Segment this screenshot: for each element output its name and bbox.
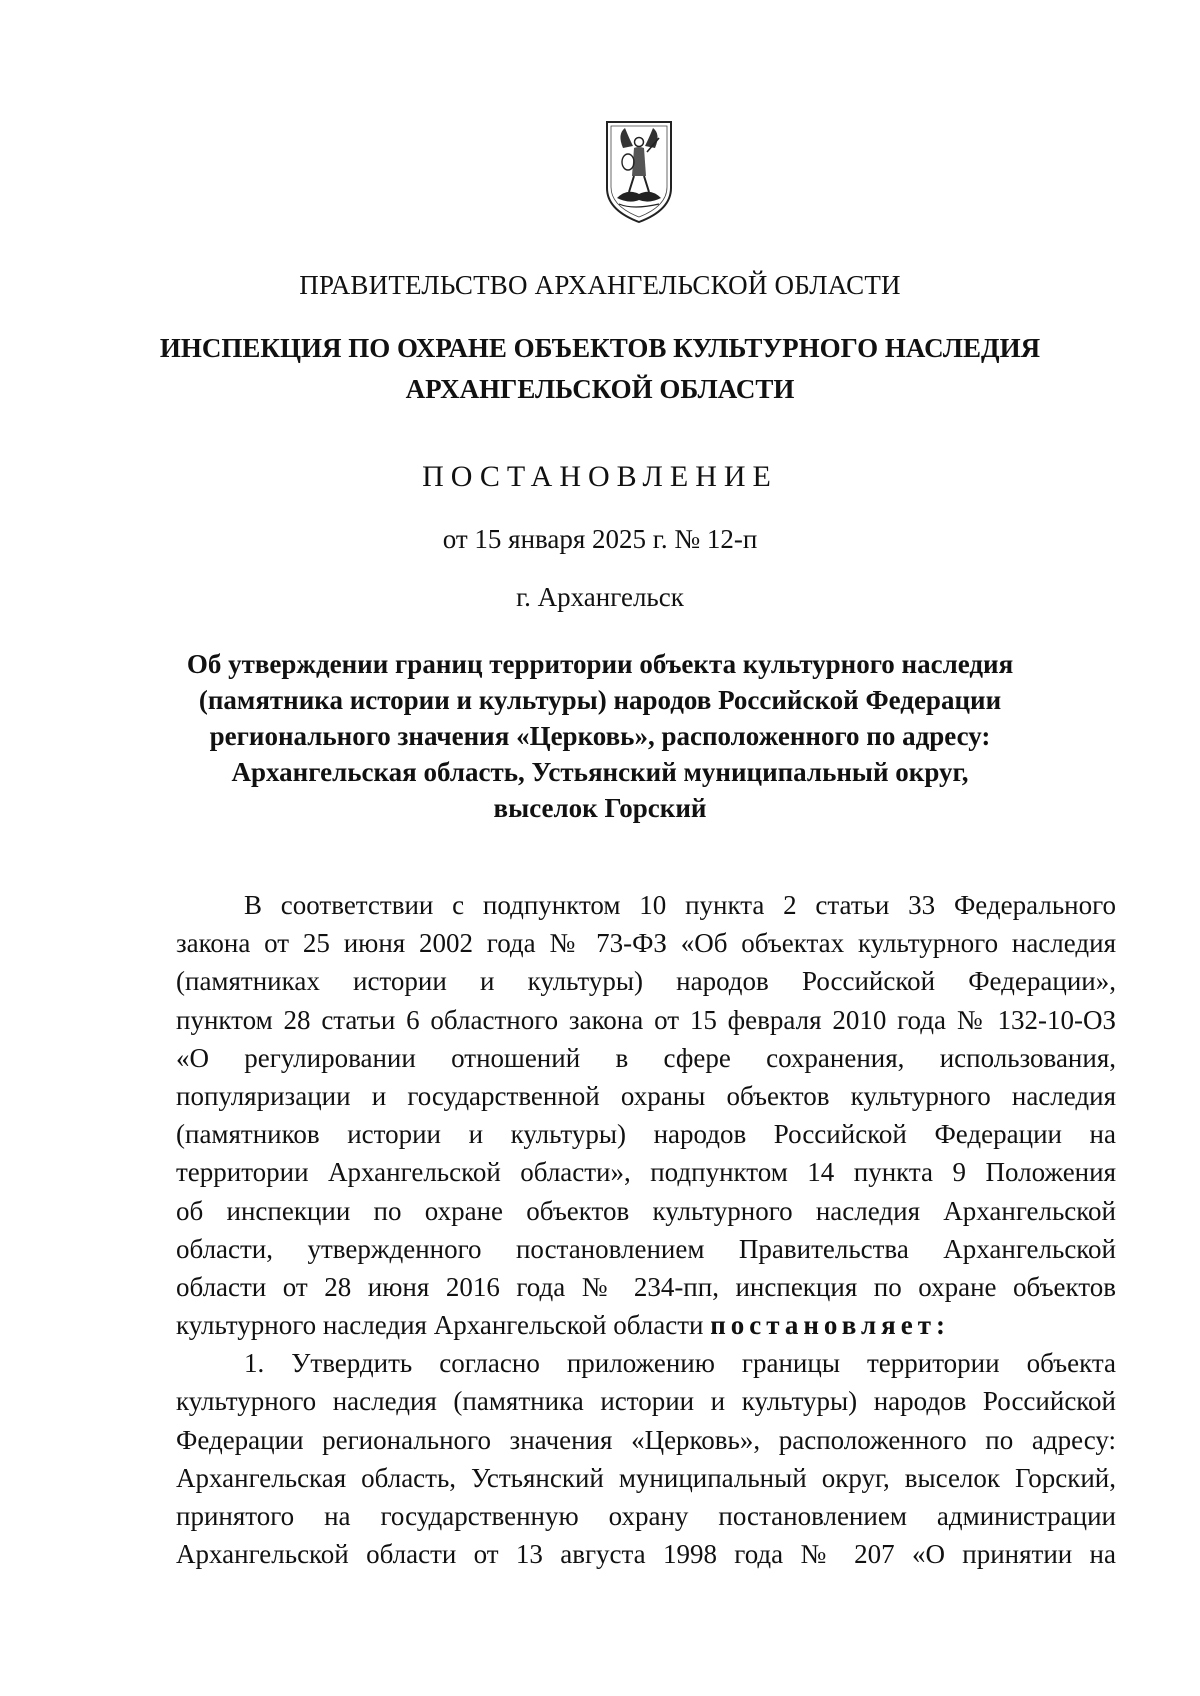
inspection-name-line-1: ИНСПЕКЦИЯ ПО ОХРАНЕ ОБЪЕКТОВ КУЛЬТУРНОГО НАСЛЕДИЯ xyxy=(159,333,1041,363)
document-type: ПОСТАНОВЛЕНИЕ xyxy=(422,460,778,493)
item-1-line: принятого на государственную охрану постановлением администрации xyxy=(176,1501,1116,1531)
title-line: выселок Горский xyxy=(493,793,707,823)
preamble-line: области от 28 июня 2016 года № 234-пп, инспекция по охране объектов xyxy=(176,1271,1116,1302)
preamble-line: пунктом 28 статьи 6 областного закона от 15 февраля 2010 года № 132-10-ОЗ xyxy=(176,1004,1116,1035)
arkhangelsk-coat-of-arms-icon xyxy=(603,118,675,226)
preamble-line: территории Архангельской области», подпунктом 14 пункта 9 Положения xyxy=(176,1157,1116,1188)
inspection-name xyxy=(0,328,1200,410)
preamble-last-line xyxy=(176,1306,1116,1344)
government-name: ПРАВИТЕЛЬСТВО АРХАНГЕЛЬСКОЙ ОБЛАСТИ xyxy=(299,270,901,300)
title-line: Архангельская область, Устьянский муниципальный округ, xyxy=(231,757,969,787)
preamble-line: об инспекции по охране объектов культурного наследия Архангельской xyxy=(176,1195,1116,1226)
item-1-line: культурного наследия (памятника истории и культуры) народов Российской xyxy=(176,1386,1116,1417)
document-date-number: от 15 января 2025 г. № 12-п xyxy=(442,524,758,554)
decree-word: постановляет: xyxy=(710,1310,950,1341)
document-body xyxy=(176,886,1116,1573)
preamble-last-text: культурного наследия Архангельской области xyxy=(176,1310,711,1341)
item-1-line: Архангельской области от 13 августа 1998 года № 207 «О принятии на xyxy=(176,1539,1116,1570)
preamble-line: «О регулировании отношений в сфере сохранения, использования, xyxy=(176,1042,1116,1073)
title-line: (памятника истории и культуры) народов Российской Федерации xyxy=(198,685,1002,715)
item-1-line: Архангельская область, Устьянский муниципальный округ, выселок Горский, xyxy=(176,1462,1116,1493)
item-1-line: 1. Утвердить согласно приложению границы территории объекта xyxy=(244,1348,1116,1379)
preamble-line: закона от 25 июня 2002 года № 73-ФЗ «Об объектах культурного наследия xyxy=(176,928,1116,959)
preamble-line: (памятниках истории и культуры) народов Российской Федерации», xyxy=(176,966,1116,997)
document-city: г. Архангельск xyxy=(516,582,684,612)
preamble-line: В соответствии с подпунктом 10 пункта 2 статьи 33 Федерального xyxy=(244,890,1116,920)
preamble-line: (памятников истории и культуры) народов Российской Федерации на xyxy=(176,1119,1116,1150)
preamble-line: популяризации и государственной охраны объектов культурного наследия xyxy=(176,1080,1116,1111)
title-line: регионального значения «Церковь», расположенного по адресу: xyxy=(209,721,991,751)
inspection-name-line-2: АРХАНГЕЛЬСКОЙ ОБЛАСТИ xyxy=(405,374,795,404)
item-1-line: Федерации регионального значения «Церковь», расположенного по адресу: xyxy=(176,1424,1116,1455)
preamble-line: области, утвержденного постановлением Правительства Архангельской xyxy=(176,1233,1116,1264)
document-title xyxy=(0,646,1200,826)
title-line: Об утверждении границ территории объекта культурного наследия xyxy=(186,649,1014,679)
